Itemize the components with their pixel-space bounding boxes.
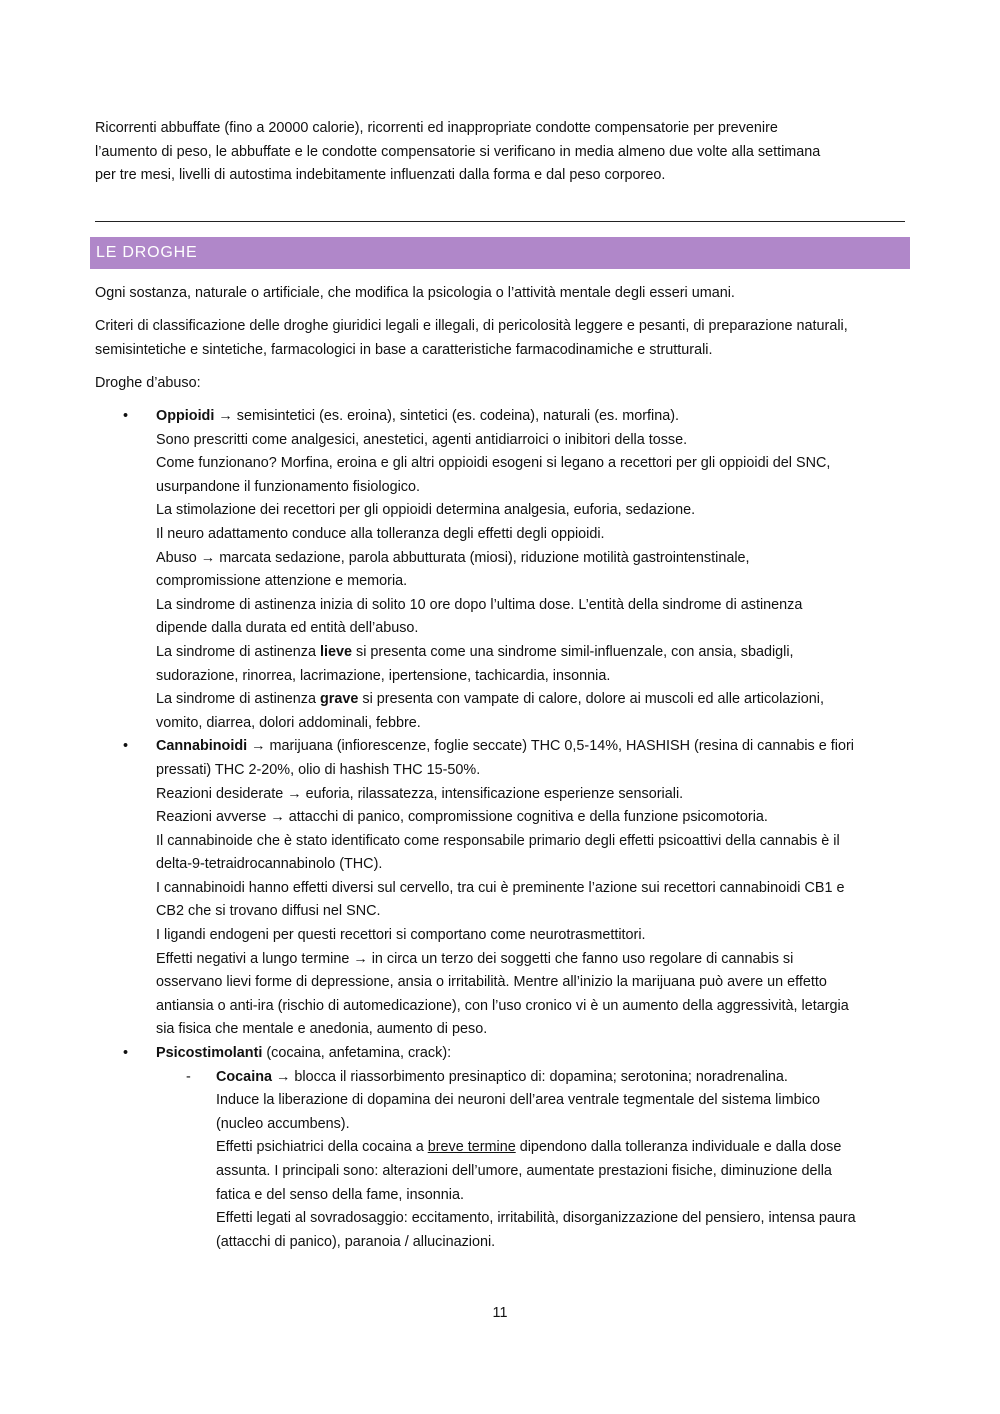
bullet-marker: • <box>123 1045 129 1062</box>
intro-line: Ricorrenti abbuffate (fino a 20000 calorie), ricorrenti ed inappropriate condotte compensatorie per prevenire <box>95 120 778 136</box>
section-heading: LE DROGHE <box>90 237 910 269</box>
intro-line: l’aumento di peso, le abbuffate e le condotte compensatorie si verificano in media almeno due volte alla settimana <box>95 143 821 160</box>
term-psicostimolanti: Psicostimolanti <box>156 1045 263 1062</box>
term-cocaina: Cocaina <box>216 1068 272 1085</box>
list-item-psicostimolanti: • Psicostimolanti (cocaina, anfetamina, crack): - Cocaina → blocca il riassorbimento presinaptico di: dopamina; serotonina; noradrenalina. Induce la liberazione di dopamina dei neuroni dell’area ventrale tegmentale del sistema limbico (nucleo accumbens). Effetti psichiatrici della cocaina a breve termine dipendono dalla tolleranza individuale e dalla dose assunta. I principali sono: alterazioni dell’umore, aumentate prestazioni fisiche, diminuzione della fatica e del senso della fame, insonnia. Effetti legati al sovradosaggio: eccitamento, irritabilità, disorganizzazione del pensiero, intensa paura (attacchi di panico), paranoia / allucinazioni. <box>95 1042 905 1254</box>
sub-item-cocaina: - Cocaina → blocca il riassorbimento presinaptico di: dopamina; serotonina; noradrenalina. Induce la liberazione di dopamina dei neuroni dell’area ventrale tegmentale del sistema limbico (nucleo accumbens). Effetti psichiatrici della cocaina a breve termine dipendono dalla tolleranza individuale e dalla dose assunta. I principali sono: alterazioni dell’umore, aumentate prestazioni fisiche, diminuzione della fatica e del senso della fame, insonnia. Effetti legati al sovradosaggio: eccitamento, irritabilità, disorganizzazione del pensiero, intensa paura (attacchi di panico), paranoia / allucinazioni. <box>156 1066 905 1255</box>
bullet-marker: • <box>123 408 129 424</box>
bullet-marker: • <box>123 738 129 755</box>
drug-list <box>95 405 905 1254</box>
term-grave: grave <box>320 691 359 708</box>
intro-paragraph <box>95 117 905 188</box>
term-breve-termine: breve termine <box>427 1139 516 1156</box>
list-item-cannabinoidi: • Cannabinoidi → marijuana (infiorescenze, foglie seccate) THC 0,5-14%, HASHISH (resina di cannabis e fiori pressati) THC 2-20%, olio di hashish THC 15-50%. Reazioni desiderate → euforia, rilassatezza, intensificazione esperienze sensoriali. Reazioni avverse → attacchi di panico, compromissione cognitiva e della funzione psicomotoria. Il cannabinoide che è stato identificato come responsabile primario degli effetti psicoattivi della cannabis è il delta-9-tetraidrocannabinolo (THC). I cannabinoidi hanno effetti diversi sul cervello, tra cui è preminente l’azione sui recettori cannabinoidi CB1 e CB2 che si trovano diffusi nel SNC. I ligandi endogeni per questi recettori si comportano come neurotrasmettitori. Effetti negativi a lungo termine → in circa un terzo dei soggetti che fanno uso regolare di cannabis si osservano lievi forme di depressione, ansia o irritabilità. Mentre all’inizio la marijuana può avere un effetto antiansia o anti-ira (rischio di automedicazione), con l’uso cronico vi è un aumento della aggressività, letargia sia fisica che mentale e anedonia, aumento di peso. <box>95 735 905 1042</box>
section-divider <box>95 221 905 222</box>
list-item-oppioidi: • Oppioidi → semisintetici (es. eroina), sintetici (es. codeina), naturali (es. morfina). Sono prescritti come analgesici, anestetici, agenti antidiarroici o inibitori della tosse. Come funzionano? Morfina, eroina e gli altri oppioidi esogeni si legano a recettori per gli oppioidi del SNC, usurpandone il funzionamento fisiologico. La stimolazione dei recettori per gli oppioidi determina analgesia, euforia, sedazione. Il neuro adattamento conduce alla tolleranza degli effetti degli oppioidi. Abuso → marcata sedazione, parola abbutturata (miosi), riduzione motilità gastrointenstinale, compromissione attenzione e memoria. La sindrome di astinenza inizia di solito 10 ore dopo l’ultima dose. L’entità della sindrome di astinenza dipende dalla durata ed entità dell’abuso. La sindrome di astinenza lieve si presenta come una sindrome simil-influenzale, con ansia, sbadigli, sudorazione, rinorrea, lacrimazione, ipertensione, tachicardia, insonnia. La sindrome di astinenza grave si presenta con vampate di calore, dolore ai muscoli ed alle articolazioni, vomito, diarrea, dolori addominali, febbre. <box>95 405 905 735</box>
criteria-line: semisintetiche e sintetiche, farmacologici in base a caratteristiche farmacodinamiche e strutturali. <box>95 341 713 358</box>
intro-line: per tre mesi, livelli di autostima indebitamente influenzati dalla forma e dal peso corporeo. <box>95 167 666 184</box>
term-lieve: lieve <box>320 643 353 660</box>
dash-marker: - <box>186 1068 191 1085</box>
abuse-intro: Droghe d’abuso: <box>95 375 201 391</box>
criteria-line: Criteri di classificazione delle droghe giuridici legali e illegali, di pericolosità leggere e pesanti, di preparazione naturali, <box>95 318 848 334</box>
definition-paragraph: Ogni sostanza, naturale o artificiale, che modifica la psicologia o l’attività mentale degli esseri umani. <box>95 285 735 301</box>
term-oppioidi: Oppioidi <box>156 408 215 424</box>
criteria-paragraph <box>95 315 905 362</box>
term-cannabinoidi: Cannabinoidi <box>156 738 248 755</box>
page-number: 11 <box>492 1305 508 1321</box>
